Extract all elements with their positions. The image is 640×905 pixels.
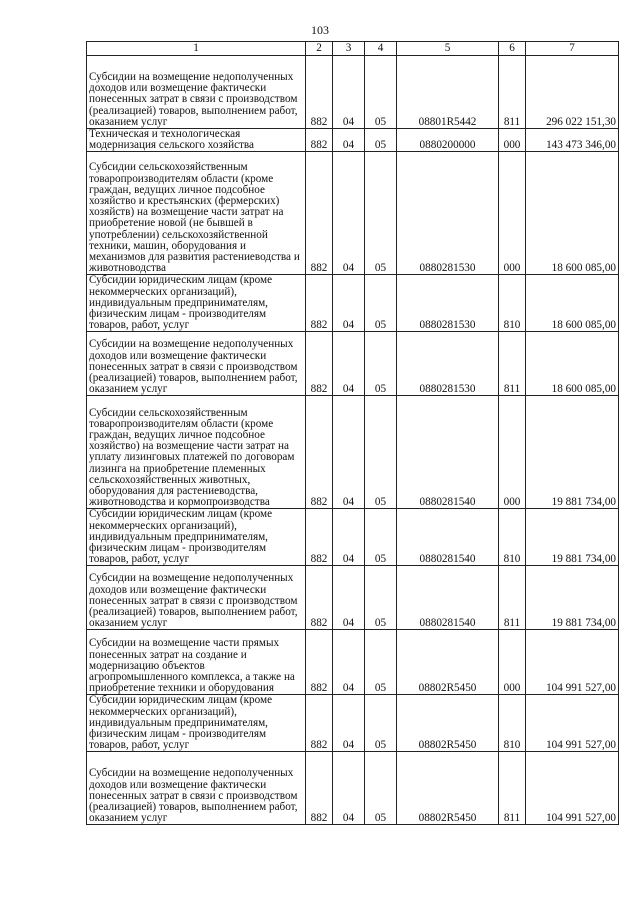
- row-expense-type: 000: [499, 396, 526, 509]
- row-code-grbs: 882: [306, 332, 333, 396]
- row-target-article: 08802R5450: [397, 752, 499, 825]
- row-code-grbs: 882: [306, 752, 333, 825]
- row-section: 04: [333, 129, 365, 152]
- header-row: [87, 42, 619, 56]
- row-expense-type: 811: [499, 752, 526, 825]
- header-col-1: 1: [87, 42, 306, 56]
- row-subsection: 05: [365, 56, 397, 129]
- header-col-6: 6: [499, 42, 526, 56]
- row-amount: 143 473 346,00: [526, 129, 619, 152]
- row-expense-type: 810: [499, 275, 526, 332]
- row-description: Субсидии на возмещение недополученных доходов или возмещение фактически понесенных затрат в связи с производством (реализацией) товаров, выполнением работ, оказанием услуг: [87, 332, 306, 396]
- row-code-grbs: 882: [306, 509, 333, 566]
- row-amount: 296 022 151,30: [526, 56, 619, 129]
- row-section: 04: [333, 56, 365, 129]
- row-subsection: 05: [365, 752, 397, 825]
- header-col-3: 3: [333, 42, 365, 56]
- row-description: Субсидии сельскохозяйственным товаропроизводителям области (кроме граждан, ведущих личное подсобное хозяйство) на возмещение части затрат на уплату лизинговых платежей по договорам лизинга на приобретение племенных сельскохозяйственных животных, оборудования для растениеводства, животноводства и кормопроизводства: [87, 396, 306, 509]
- budget-table: [86, 41, 619, 825]
- row-code-grbs: 882: [306, 396, 333, 509]
- row-section: 04: [333, 396, 365, 509]
- row-expense-type: 811: [499, 332, 526, 396]
- row-description: Техническая и технологическая модернизация сельского хозяйства: [87, 129, 306, 152]
- row-section: 04: [333, 275, 365, 332]
- row-section: 04: [333, 509, 365, 566]
- row-subsection: 05: [365, 630, 397, 695]
- row-amount: 104 991 527,00: [526, 752, 619, 825]
- table-row: [87, 152, 619, 275]
- table-row: [87, 509, 619, 566]
- table-row: [87, 695, 619, 752]
- row-target-article: 0880281530: [397, 275, 499, 332]
- row-expense-type: 810: [499, 509, 526, 566]
- row-section: 04: [333, 695, 365, 752]
- row-code-grbs: 882: [306, 630, 333, 695]
- header-col-2: 2: [306, 42, 333, 56]
- row-description: Субсидии сельскохозяйственным товаропроизводителям области (кроме граждан, ведущих личное подсобное хозяйство и крестьянских (фермерских) хозяйств) на возмещение части затрат на приобретение новой (не бывшей в употреблении) сельскохозяйственной техники, машин, оборудования и механизмов для развития растениеводства и животноводства: [87, 152, 306, 275]
- row-code-grbs: 882: [306, 152, 333, 275]
- row-amount: 104 991 527,00: [526, 630, 619, 695]
- row-code-grbs: 882: [306, 129, 333, 152]
- row-section: 04: [333, 332, 365, 396]
- row-section: 04: [333, 566, 365, 630]
- row-target-article: 0880200000: [397, 129, 499, 152]
- row-target-article: 0880281540: [397, 566, 499, 630]
- row-subsection: 05: [365, 396, 397, 509]
- row-description: Субсидии на возмещение недополученных доходов или возмещение фактически понесенных затрат в связи с производством (реализацией) товаров, выполнением работ, оказанием услуг: [87, 566, 306, 630]
- row-code-grbs: 882: [306, 275, 333, 332]
- row-amount: 18 600 085,00: [526, 275, 619, 332]
- row-section: 04: [333, 152, 365, 275]
- row-code-grbs: 882: [306, 566, 333, 630]
- row-code-grbs: 882: [306, 695, 333, 752]
- row-amount: 19 881 734,00: [526, 396, 619, 509]
- row-expense-type: 000: [499, 630, 526, 695]
- row-target-article: 08802R5450: [397, 630, 499, 695]
- row-expense-type: 811: [499, 56, 526, 129]
- row-expense-type: 000: [499, 129, 526, 152]
- row-description: Субсидии на возмещение части прямых понесенных затрат на создание и модернизацию объектов агропромышленного комплекса, а также на приобретение техники и оборудования: [87, 630, 306, 695]
- row-amount: 19 881 734,00: [526, 566, 619, 630]
- header-col-4: 4: [365, 42, 397, 56]
- row-description: Субсидии юридическим лицам (кроме некоммерческих организаций), индивидуальным предпринимателям, физическим лицам - производителям товаров, работ, услуг: [87, 695, 306, 752]
- row-target-article: 08802R5450: [397, 695, 499, 752]
- row-subsection: 05: [365, 509, 397, 566]
- row-description: Субсидии на возмещение недополученных доходов или возмещение фактически понесенных затрат в связи с производством (реализацией) товаров, выполнением работ, оказанием услуг: [87, 752, 306, 825]
- page-number: 103: [311, 23, 329, 37]
- row-expense-type: 810: [499, 695, 526, 752]
- row-subsection: 05: [365, 129, 397, 152]
- table-row: [87, 396, 619, 509]
- header-col-5: 5: [397, 42, 499, 56]
- row-target-article: 08801R5442: [397, 56, 499, 129]
- row-section: 04: [333, 752, 365, 825]
- table-row: [87, 275, 619, 332]
- table-row: [87, 129, 619, 152]
- row-subsection: 05: [365, 275, 397, 332]
- table-row: [87, 332, 619, 396]
- table-row: [87, 56, 619, 129]
- row-description: Субсидии юридическим лицам (кроме некоммерческих организаций), индивидуальным предпринимателям, физическим лицам - производителям товаров, работ, услуг: [87, 509, 306, 566]
- table-row: [87, 752, 619, 825]
- row-section: 04: [333, 630, 365, 695]
- row-amount: 19 881 734,00: [526, 509, 619, 566]
- header-col-7: 7: [526, 42, 619, 56]
- row-description: Субсидии на возмещение недополученных доходов или возмещение фактически понесенных затрат в связи с производством (реализацией) товаров, выполнением работ, оказанием услуг: [87, 56, 306, 129]
- row-code-grbs: 882: [306, 56, 333, 129]
- row-amount: 18 600 085,00: [526, 332, 619, 396]
- row-target-article: 0880281540: [397, 396, 499, 509]
- row-expense-type: 000: [499, 152, 526, 275]
- row-description: Субсидии юридическим лицам (кроме некоммерческих организаций), индивидуальным предпринимателям, физическим лицам - производителям товаров, работ, услуг: [87, 275, 306, 332]
- table-row: [87, 566, 619, 630]
- row-subsection: 05: [365, 152, 397, 275]
- row-amount: 18 600 085,00: [526, 152, 619, 275]
- row-expense-type: 811: [499, 566, 526, 630]
- row-amount: 104 991 527,00: [526, 695, 619, 752]
- row-subsection: 05: [365, 566, 397, 630]
- row-subsection: 05: [365, 332, 397, 396]
- row-subsection: 05: [365, 695, 397, 752]
- row-target-article: 0880281530: [397, 332, 499, 396]
- table-row: [87, 630, 619, 695]
- row-target-article: 0880281540: [397, 509, 499, 566]
- row-target-article: 0880281530: [397, 152, 499, 275]
